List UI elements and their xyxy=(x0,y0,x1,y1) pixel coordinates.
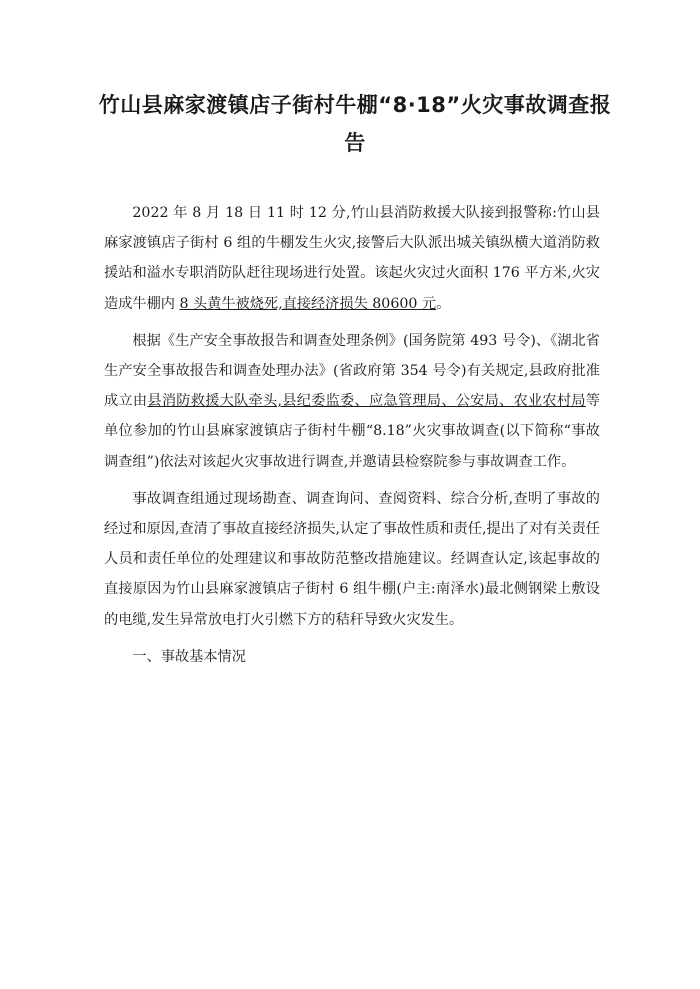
document-title: 竹山县麻家渡镇店子街村牛棚“8·18”火灾事故调查报告 xyxy=(98,93,612,155)
document-body xyxy=(104,198,600,672)
paragraph-2 xyxy=(104,326,600,477)
paragraph-1 xyxy=(104,198,600,319)
section-heading: 一、事故基本情况 xyxy=(132,648,246,665)
paragraph-1-underlined-loss: 8 头黄牛被烧死,直接经济损失 80600 元 xyxy=(179,295,437,312)
paragraph-1-text-b: 。 xyxy=(436,295,451,312)
paragraph-2-text-b: 等单位参加的竹山县麻家渡镇店子街村牛棚“8.18”火灾事故调查(以下简称“事故调查组”)依法对该起火灾事故进行调查,并邀请县检察院参与事故调查工作。 xyxy=(104,393,600,470)
paragraph-2-underlined-units: 县消防救援大队牵头,县纪委监委、应急管理局、公安局、农业农村局 xyxy=(147,393,586,410)
paragraph-3 xyxy=(104,484,600,635)
paragraph-3-text: 事故调查组通过现场勘查、调查询问、查阅资料、综合分析,查明了事故的经过和原因,查清了事故直接经济损失,认定了事故性质和责任,提出了对有关责任人员和责任单位的处理建议和事故防范整改措施建议。经调查认定,该起事故的直接原因为竹山县麻家渡镇店子街村 6 组牛棚(户主:南泽水)最北侧钢梁上敷设的电缆,发生异常放电打火引燃下方的秸秆导致火灾发生。 xyxy=(104,490,600,628)
paragraph-2-text-a: 根据《生产安全事故报告和调查处理条例》(国务院第 493 号令)、《湖北省生产安全事故报告和调查处理办法》(省政府第 354 号令)有关规定,县政府批准成立由 xyxy=(104,332,600,410)
paragraph-1-text-a: 2022 年 8 月 18 日 11 时 12 分,竹山县消防救援大队接到报警称:竹山县麻家渡镇店子街村 6 组的牛棚发生火灾,接警后大队派出城关镇纵横大道消防救援站和溢水专职消防队赶往现场进行处置。该起火灾过火面积 176 平方米,火灾造成牛棚内 xyxy=(104,205,600,312)
